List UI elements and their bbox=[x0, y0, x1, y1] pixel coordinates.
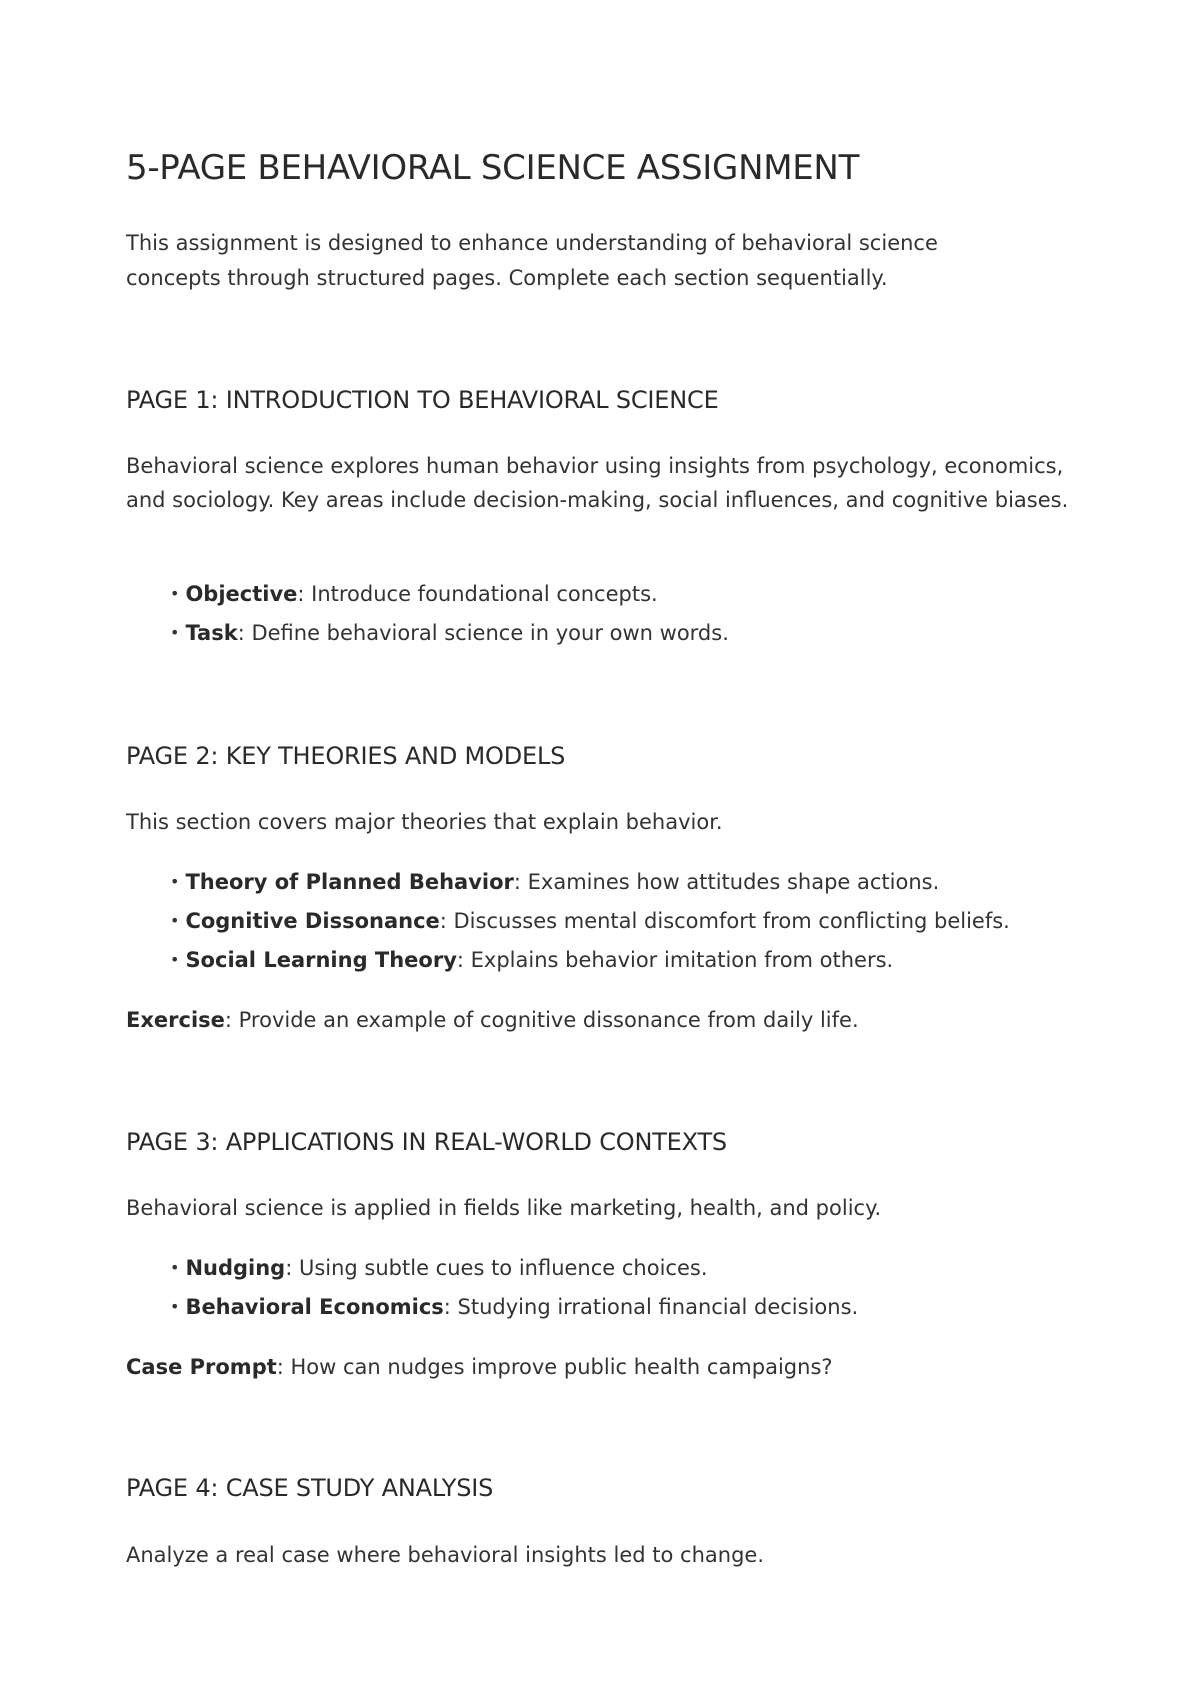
page4-paragraph: Analyze a real case where behavioral insights led to change. bbox=[126, 1543, 764, 1567]
bullet-icon: • bbox=[170, 911, 180, 930]
page1-heading: PAGE 1: INTRODUCTION TO BEHAVIORAL SCIENCE bbox=[126, 386, 719, 414]
bullet-text: : Introduce foundational concepts. bbox=[297, 582, 658, 606]
bullet-icon: • bbox=[170, 1258, 180, 1277]
bullet-term: Nudging bbox=[185, 1256, 286, 1280]
intro-paragraph: This assignment is designed to enhance understanding of behavioral science concepts through structured pages. Complete each section sequentially. bbox=[126, 231, 938, 290]
page3-bullet-list bbox=[170, 1248, 858, 1326]
list-item bbox=[170, 574, 729, 613]
page3-heading: PAGE 3: APPLICATIONS IN REAL-WORLD CONTEXTS bbox=[126, 1128, 727, 1156]
bullet-text: : Using subtle cues to influence choices. bbox=[285, 1256, 708, 1280]
page4-heading: PAGE 4: CASE STUDY ANALYSIS bbox=[126, 1474, 494, 1502]
bullet-icon: • bbox=[170, 1297, 180, 1316]
bullet-icon: • bbox=[170, 623, 180, 642]
bullet-term: Cognitive Dissonance bbox=[185, 909, 440, 933]
bullet-term: Task bbox=[185, 621, 238, 645]
bullet-text: : Discusses mental discomfort from conflicting beliefs. bbox=[439, 909, 1010, 933]
bullet-icon: • bbox=[170, 950, 180, 969]
list-item bbox=[170, 1287, 858, 1326]
list-item bbox=[170, 613, 729, 652]
page2-heading: PAGE 2: KEY THEORIES AND MODELS bbox=[126, 742, 566, 770]
page2-paragraph: This section covers major theories that explain behavior. bbox=[126, 810, 723, 834]
bullet-term: Theory of Planned Behavior bbox=[185, 870, 514, 894]
page2-exercise bbox=[126, 1003, 859, 1037]
bullet-term: Behavioral Economics bbox=[185, 1295, 444, 1319]
list-item bbox=[170, 901, 1010, 940]
document-title: 5-PAGE BEHAVIORAL SCIENCE ASSIGNMENT bbox=[126, 148, 860, 188]
exercise-label: Exercise bbox=[126, 1008, 225, 1032]
page3-paragraph: Behavioral science is applied in fields like marketing, health, and policy. bbox=[126, 1196, 882, 1220]
page1-paragraph: Behavioral science explores human behavior using insights from psychology, economics, and sociology. Key areas include decision-making, social influences, and cognitive biases. bbox=[126, 454, 1069, 512]
bullet-term: Social Learning Theory bbox=[185, 948, 457, 972]
exercise-text: : Provide an example of cognitive dissonance from daily life. bbox=[224, 1008, 859, 1032]
page3-case-prompt bbox=[126, 1350, 833, 1384]
list-item bbox=[170, 1248, 858, 1287]
list-item bbox=[170, 940, 1010, 979]
bullet-text: : Define behavioral science in your own words. bbox=[237, 621, 729, 645]
bullet-term: Objective bbox=[185, 582, 298, 606]
page2-bullet-list bbox=[170, 862, 1010, 979]
bullet-icon: • bbox=[170, 584, 180, 603]
page1-bullet-list bbox=[170, 574, 729, 652]
bullet-text: : Explains behavior imitation from others. bbox=[456, 948, 894, 972]
case-prompt-label: Case Prompt bbox=[126, 1355, 277, 1379]
bullet-text: : Examines how attitudes shape actions. bbox=[513, 870, 940, 894]
case-prompt-text: : How can nudges improve public health campaigns? bbox=[276, 1355, 833, 1379]
bullet-text: : Studying irrational financial decisions. bbox=[443, 1295, 859, 1319]
bullet-icon: • bbox=[170, 872, 180, 891]
list-item bbox=[170, 862, 1010, 901]
